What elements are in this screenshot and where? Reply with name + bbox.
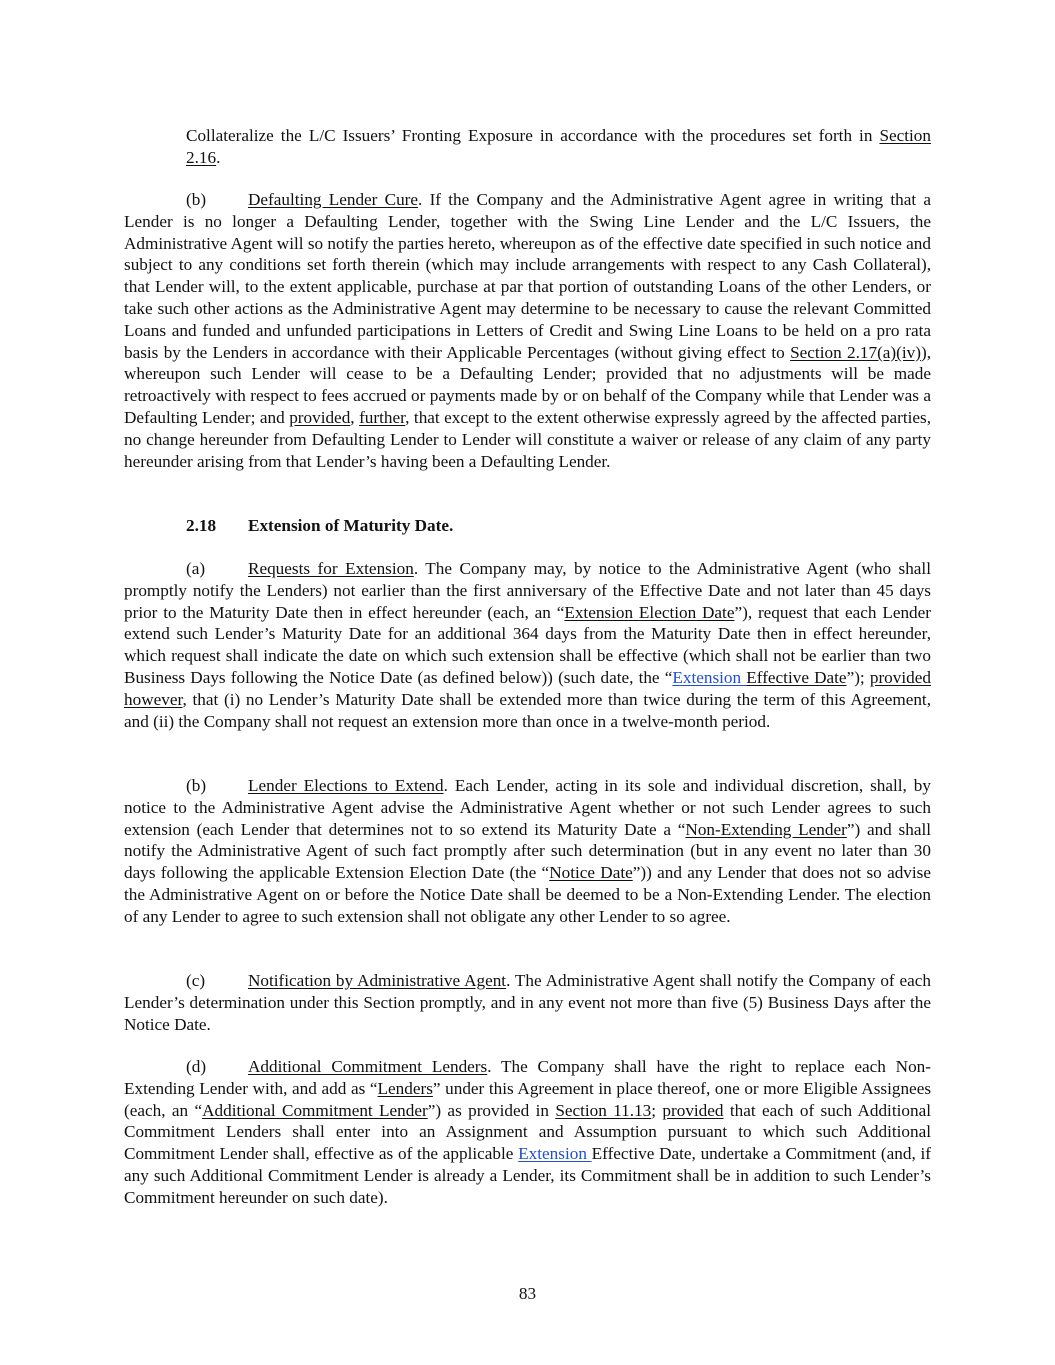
provided-term: provided — [662, 1100, 724, 1120]
clause-title: Additional Commitment Lenders — [248, 1057, 488, 1076]
paragraph-defaulting-lender-cure: (b) Defaulting Lender Cure. If the Company and the Administrative Agent agree in writing that a Lender is no longer a Defaulting Lender, together with the Swing Line Lender and the L/C Issuers, the Administrative Agent will so notify the parties hereto, whereupon as of the effective date specified in such notice and subject to any conditions set forth therein (which may include arrangements with respect to any Cash Collateral), that Lender will, to the extent applicable, purchase at par that portion of outstanding Loans of the other Lenders, or take such other actions as the Administrative Agent may determine to be necessary to cause the relevant Committed Loans and funded and unfunded participations in Letters of Credit and Swing Line Loans to be held on a pro rata basis by the Lenders in accordance with their Applicable Percentages (without giving effect to Section 2.17(a)(iv)), whereupon such Lender will cease to be a Defaulting Lender; provided that no adjustments will be made retroactively with respect to fees accrued or payments made by or on behalf of the Company while that Lender was a Defaulting Lender; and provided, further, that except to the extent otherwise expressly agreed by the affected parties, no change hereunder from Defaulting Lender to Lender will constitute a waiver or release of any claim of any party hereunder arising from that Lender’s having been a Defaulting Lender. — [124, 190, 932, 471]
defined-term: Additional Commitment Lender — [202, 1100, 428, 1120]
section-reference: Section 11.13 — [555, 1100, 652, 1120]
clause-marker: (b) — [186, 190, 207, 209]
clause-marker: (a) — [186, 559, 206, 578]
clause-marker: (d) — [186, 1057, 207, 1076]
clause-title: Lender Elections to Extend — [248, 776, 444, 795]
page-number: 83 — [518, 1284, 537, 1303]
section-reference: Section 2.16 — [186, 126, 931, 167]
paragraph-notification: (c) Notification by Administrative Agent. The Administrative Agent shall notify the Company of each Lender’s determination under this Section promptly, and in any event not more than five (5) Business Days after the Notice Date. — [124, 971, 931, 1034]
section-reference: Section 2.17(a)(iv) — [790, 342, 921, 362]
provided-term: provided — [869, 667, 931, 687]
defined-term: Non-Extending Lender — [685, 819, 847, 839]
paragraph-lender-elections: (b) Lender Elections to Extend. Each Lender, acting in its sole and individual discretion, shall, by notice to the Administrative Agent advise the Administrative Agent whether or not such Lender agrees to such extension (each Lender that determines not to so extend its Maturity Date a “Non-Extending Lender”) and shall notify the Administrative Agent of such fact promptly after such determination (but in any event no later than 30 days following the applicable Extension Election Date (the “Notice Date”)) and any Lender that does not so advise the Administrative Agent on or before the Notice Date shall be deemed to be a Non-Extending Lender. The election of any Lender to agree to such extension shall not obligate any other Lender to so agree. — [124, 776, 931, 926]
paragraph-additional-commitment-lenders: (d) Additional Commitment Lenders. The Company shall have the right to replace each Non-Extending Lender with, and add as “Lenders” under this Agreement in place thereof, one or more Eligible Assignees (each, an “Additional Commitment Lender”) as provided in Section 11.13; provided that each of such Additional Commitment Lenders shall enter into an Assignment and Assumption pursuant to which such Additional Commitment Lender shall, effective as of the applicable Extension Effective Date, undertake a Commitment (and, if any such Additional Commitment Lender is already a Lender, its Commitment shall be in addition to such Lender’s Commitment hereunder on such date). — [124, 1057, 932, 1207]
section-heading — [186, 515, 931, 537]
clause-title: Requests for Extension — [248, 559, 414, 578]
extension-link[interactable]: Extension — [518, 1144, 592, 1164]
section-title: Extension of Maturity Date. — [248, 516, 454, 535]
clause-marker: (c) — [186, 971, 206, 990]
extension-link[interactable]: Extension — [672, 667, 747, 687]
further-term: further — [359, 407, 406, 427]
paragraph-continuation: Collateralize the L/C Issuers’ Fronting Exposure in accordance with the procedures set forth in Section 2.16. — [186, 126, 931, 167]
defined-term: Extension Election Date — [564, 602, 735, 622]
section-number: 2.18 — [186, 516, 217, 535]
defined-term: Lenders — [377, 1078, 433, 1098]
clause-title: Defaulting Lender Cure — [248, 190, 419, 209]
clause-title: Notification by Administrative Agent — [248, 971, 507, 990]
paragraph-requests-for-extension: (a) Requests for Extension. The Company may, by notice to the Administrative Agent (who shall promptly notify the Lenders) not earlier than the first anniversary of the Effective Date and not later than 45 days prior to the Maturity Date then in effect hereunder (each, an “Extension Election Date”), request that each Lender extend such Lender’s Maturity Date for an additional 364 days from the Maturity Date then in effect hereunder, which request shall indicate the date on which such extension shall be effective (which shall not be earlier than two Business Days following the Notice Date (as defined below)) (such date, the “Extension Effective Date”); provided however, that (i) no Lender’s Maturity Date shall be extended more than twice during the term of this Agreement, and (ii) the Company shall not request an extension more than once in a twelve-month period. — [124, 559, 931, 731]
defined-term: Effective Date — [746, 667, 847, 687]
provided-term: provided — [289, 407, 351, 427]
however-term: however — [124, 689, 183, 709]
clause-marker: (b) — [186, 776, 207, 795]
defined-term: Notice Date — [549, 863, 633, 883]
